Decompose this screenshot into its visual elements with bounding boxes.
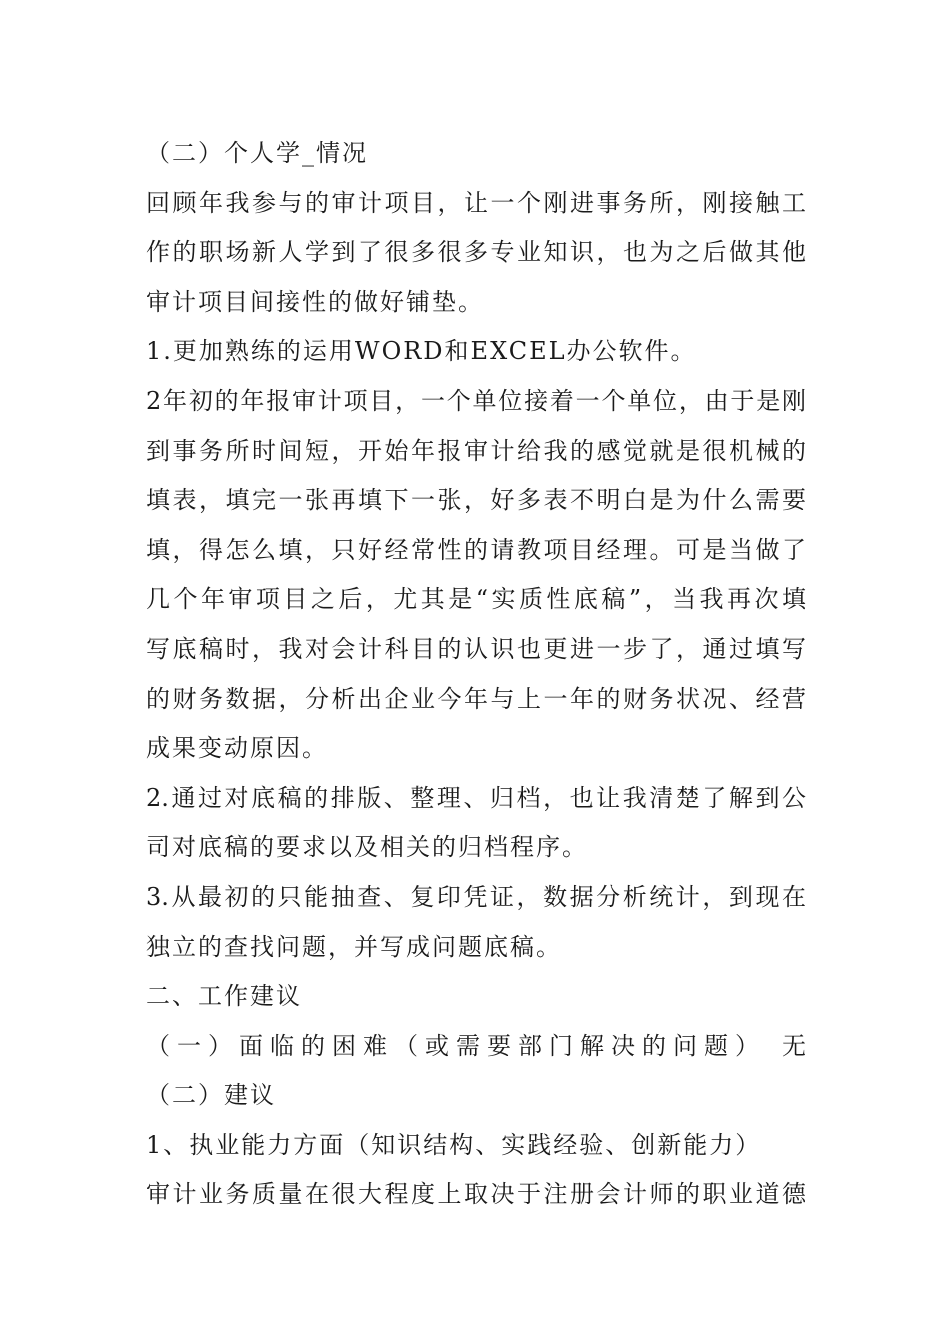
list-item-2-line: 2年初的年报审计项目，一个单位接着一个单位，由于是刚 <box>146 386 806 415</box>
paragraph-line: 回顾年我参与的审计项目，让一个刚进事务所，刚接触工 <box>146 188 806 217</box>
difficulty-answer: 无 <box>782 1031 806 1060</box>
section-heading-personal-study: （二）个人学_情况 <box>146 139 368 167</box>
paragraph-line: 写底稿时，我对会计科目的认识也更进一步了，通过填写 <box>146 634 806 663</box>
list-item-1: 1.更加熟练的运用WORD和EXCEL办公软件。 <box>146 337 697 366</box>
paragraph-line: 司对底稿的要求以及相关的归档程序。 <box>146 833 588 862</box>
section-heading-work-suggestions: 二、工作建议 <box>146 982 302 1011</box>
difficulty-heading: （一）面临的困难（或需要部门解决的问题） <box>146 1031 766 1060</box>
paragraph-line: 作的职场新人学到了很多很多专业知识，也为之后做其他 <box>146 238 806 267</box>
paragraph-line: 到事务所时间短，开始年报审计给我的感觉就是很机械的 <box>146 436 806 465</box>
subheading-suggestions: （二）建议 <box>146 1081 276 1110</box>
paragraph-line: 审计项目间接性的做好铺垫。 <box>146 287 484 316</box>
paragraph-line: 独立的查找问题，并写成问题底稿。 <box>146 932 562 961</box>
paragraph-line: 几个年审项目之后，尤其是“实质性底稿”，当我再次填 <box>146 585 806 614</box>
difficulty-row <box>146 1022 806 1072</box>
list-item-3: 3.从最初的只能抽查、复印凭证，数据分析统计，到现在 <box>146 882 806 911</box>
paragraph-line: 填表，填完一张再填下一张，好多表不明白是为什么需要 <box>146 486 806 515</box>
paragraph-line: 成果变动原因。 <box>146 734 328 763</box>
list-item-2-archive: 2.通过对底稿的排版、整理、归档，也让我清楚了解到公 <box>146 783 806 812</box>
document-body <box>146 129 806 1220</box>
paragraph-line: 填，得怎么填，只好经常性的请教项目经理。可是当做了 <box>146 535 806 564</box>
paragraph-line: 的财务数据，分析出企业今年与上一年的财务状况、经营 <box>146 684 806 713</box>
subheading-practice-ability: 1、执业能力方面（知识结构、实践经验、创新能力） <box>146 1130 762 1159</box>
paragraph-line: 审计业务质量在很大程度上取决于注册会计师的职业道德 <box>146 1180 806 1209</box>
